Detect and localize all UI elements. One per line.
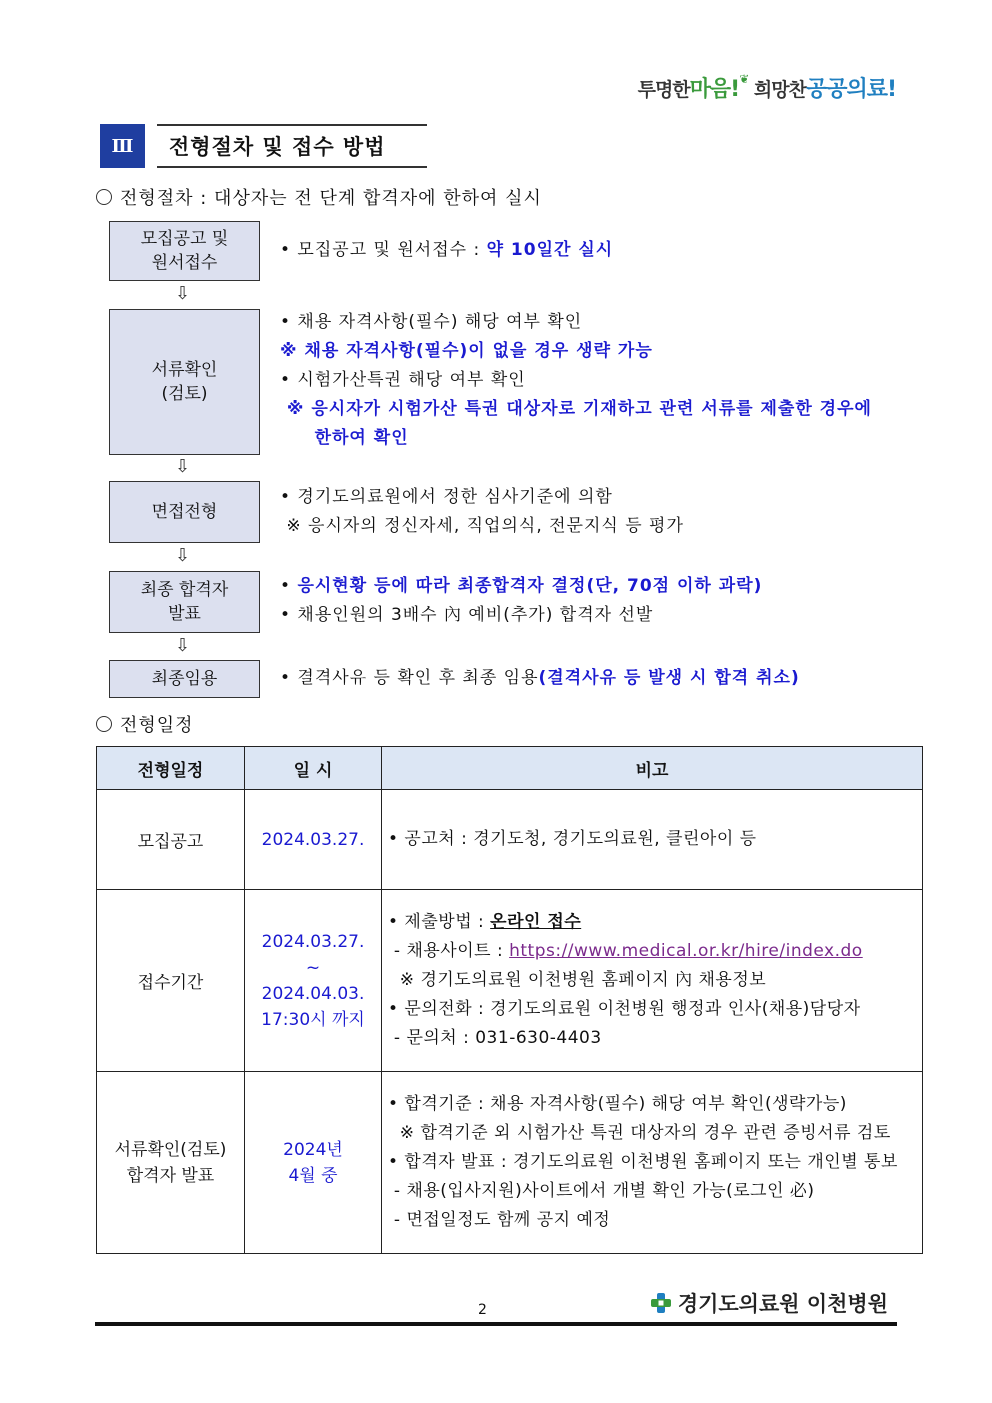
desc-line: • 경기도의료원에서 정한 심사기준에 의함	[280, 487, 613, 507]
note-cell	[382, 1072, 923, 1254]
date-cell	[245, 1072, 382, 1254]
down-arrow-icon: ⇩	[175, 456, 191, 477]
desc-line: 한하여 확인	[280, 428, 409, 448]
bottom-divider	[95, 1322, 897, 1326]
desc-line: • 시험가산특권 해당 여부 확인	[280, 370, 526, 390]
column-header: 전형일정	[97, 747, 245, 790]
header-slogan	[638, 72, 896, 103]
stage-box-appointment: 최종임용	[109, 660, 260, 698]
note-line: • 합격자 발표 : 경기도의료원 이천병원 홈페이지 또는 개인별 통보	[388, 1152, 898, 1172]
note-line: - 채용(입사지원)사이트에서 개별 확인 가능(로그인 必)	[388, 1181, 815, 1201]
down-arrow-icon: ⇩	[175, 545, 191, 566]
stage-line: 합격자 발표	[126, 1165, 215, 1186]
circle-bullet-icon	[96, 716, 112, 732]
note-line: - 채용사이트 : https://www.medical.or.kr/hire/index.do	[388, 941, 863, 961]
stage-box-recruit: 모집공고 및 원서접수	[109, 221, 260, 281]
footer-logo	[650, 1288, 888, 1318]
note-line: • 합격기준 : 채용 자격사항(필수) 해당 여부 확인(생략가능)	[388, 1094, 847, 1114]
desc-line: • 결격사유 등 확인 후 최종 임용(결격사유 등 발생 시 합격 취소)	[280, 668, 800, 688]
column-header: 일 시	[245, 747, 382, 790]
hospital-cross-icon	[650, 1292, 672, 1314]
stage-box-interview: 면접전형	[109, 481, 260, 543]
stage-desc-appointment	[280, 664, 800, 693]
slogan-text: 투명한	[637, 79, 690, 101]
table-row	[97, 790, 923, 890]
note-line: ※ 경기도의료원 이천병원 홈페이지 內 채용정보	[388, 970, 767, 990]
desc-line: • 모집공고 및 원서접수 : 약 10일간 실시	[280, 240, 614, 260]
procedure-heading-text: 전형절차 : 대상자는 전 단계 합격자에 한하여 실시	[120, 188, 542, 209]
date-cell: 2024.03.27.	[245, 790, 382, 890]
stage-line: 서류확인(검토)	[114, 1139, 227, 1160]
note-line: • 공고처 : 경기도청, 경기도의료원, 클린아이 등	[388, 829, 757, 849]
stage-box-final-announcement: 최종 합격자 발표	[109, 571, 260, 633]
note-cell	[382, 890, 923, 1072]
section-title: 전형절차 및 접수 방법	[157, 124, 427, 168]
stage-desc-document-review	[280, 308, 872, 453]
down-arrow-icon: ⇩	[175, 635, 191, 656]
stage-desc-recruit	[280, 236, 613, 265]
slogan-text: 희망찬	[753, 79, 806, 101]
note-line: • 제출방법 : 온라인 접수	[388, 912, 582, 932]
date-line: ~	[305, 957, 321, 978]
date-line: 17:30시 까지	[261, 1009, 365, 1030]
desc-line: • 채용인원의 3배수 內 예비(추가) 합격자 선발	[280, 605, 654, 625]
desc-line: • 응시현황 등에 따라 최종합격자 결정(단, 70점 이하 과락)	[280, 576, 763, 596]
note-cell	[382, 790, 923, 890]
desc-line: ※ 응시자가 시험가산 특권 대상자로 기재하고 관련 서류를 제출한 경우에	[280, 399, 872, 419]
slogan-text: 공공의료!	[805, 77, 896, 102]
date-line: 2024.04.03.	[261, 983, 365, 1004]
page-number: 2	[478, 1302, 487, 1318]
circle-bullet-icon	[96, 189, 112, 205]
stage-cell	[97, 1072, 245, 1254]
desc-line: ※ 응시자의 정신자세, 직업의식, 전문지식 등 평가	[280, 516, 684, 536]
desc-line: ※ 채용 자격사항(필수)이 없을 경우 생략 가능	[280, 341, 653, 361]
table-row	[97, 1072, 923, 1254]
desc-line: • 채용 자격사항(필수) 해당 여부 확인	[280, 312, 583, 332]
schedule-heading	[96, 711, 194, 737]
date-line: 2024.03.27.	[261, 931, 365, 952]
note-line: - 면접일정도 함께 공지 예정	[388, 1210, 611, 1230]
note-line: • 문의전화 : 경기도의료원 이천병원 행정과 인사(채용)담당자	[388, 999, 861, 1019]
date-line: 2024년	[283, 1139, 343, 1160]
section-number: Ⅲ	[100, 124, 145, 168]
down-arrow-icon: ⇩	[175, 283, 191, 304]
date-cell	[245, 890, 382, 1072]
stage-desc-interview	[280, 483, 684, 541]
table-row	[97, 890, 923, 1072]
schedule-table	[96, 746, 923, 1254]
date-line: 4월 중	[288, 1165, 338, 1186]
column-header: 비고	[382, 747, 923, 790]
table-header-row	[97, 747, 923, 790]
procedure-heading	[96, 184, 542, 210]
stage-box-document-review: 서류확인 (검토)	[109, 309, 260, 455]
stage-cell: 접수기간	[97, 890, 245, 1072]
leaf-icon: ❦	[739, 72, 749, 86]
slogan-text: 마음!	[689, 77, 740, 102]
note-line: ※ 합격기준 외 시험가산 특권 대상자의 경우 관련 증빙서류 검토	[388, 1123, 891, 1143]
stage-desc-final-announcement	[280, 572, 762, 630]
note-line: - 문의처 : 031-630-4403	[388, 1028, 602, 1048]
schedule-heading-text: 전형일정	[120, 715, 194, 736]
org-name: 경기도의료원 이천병원	[677, 1292, 888, 1316]
hire-site-link[interactable]: https://www.medical.or.kr/hire/index.do	[509, 941, 863, 961]
stage-cell: 모집공고	[97, 790, 245, 890]
